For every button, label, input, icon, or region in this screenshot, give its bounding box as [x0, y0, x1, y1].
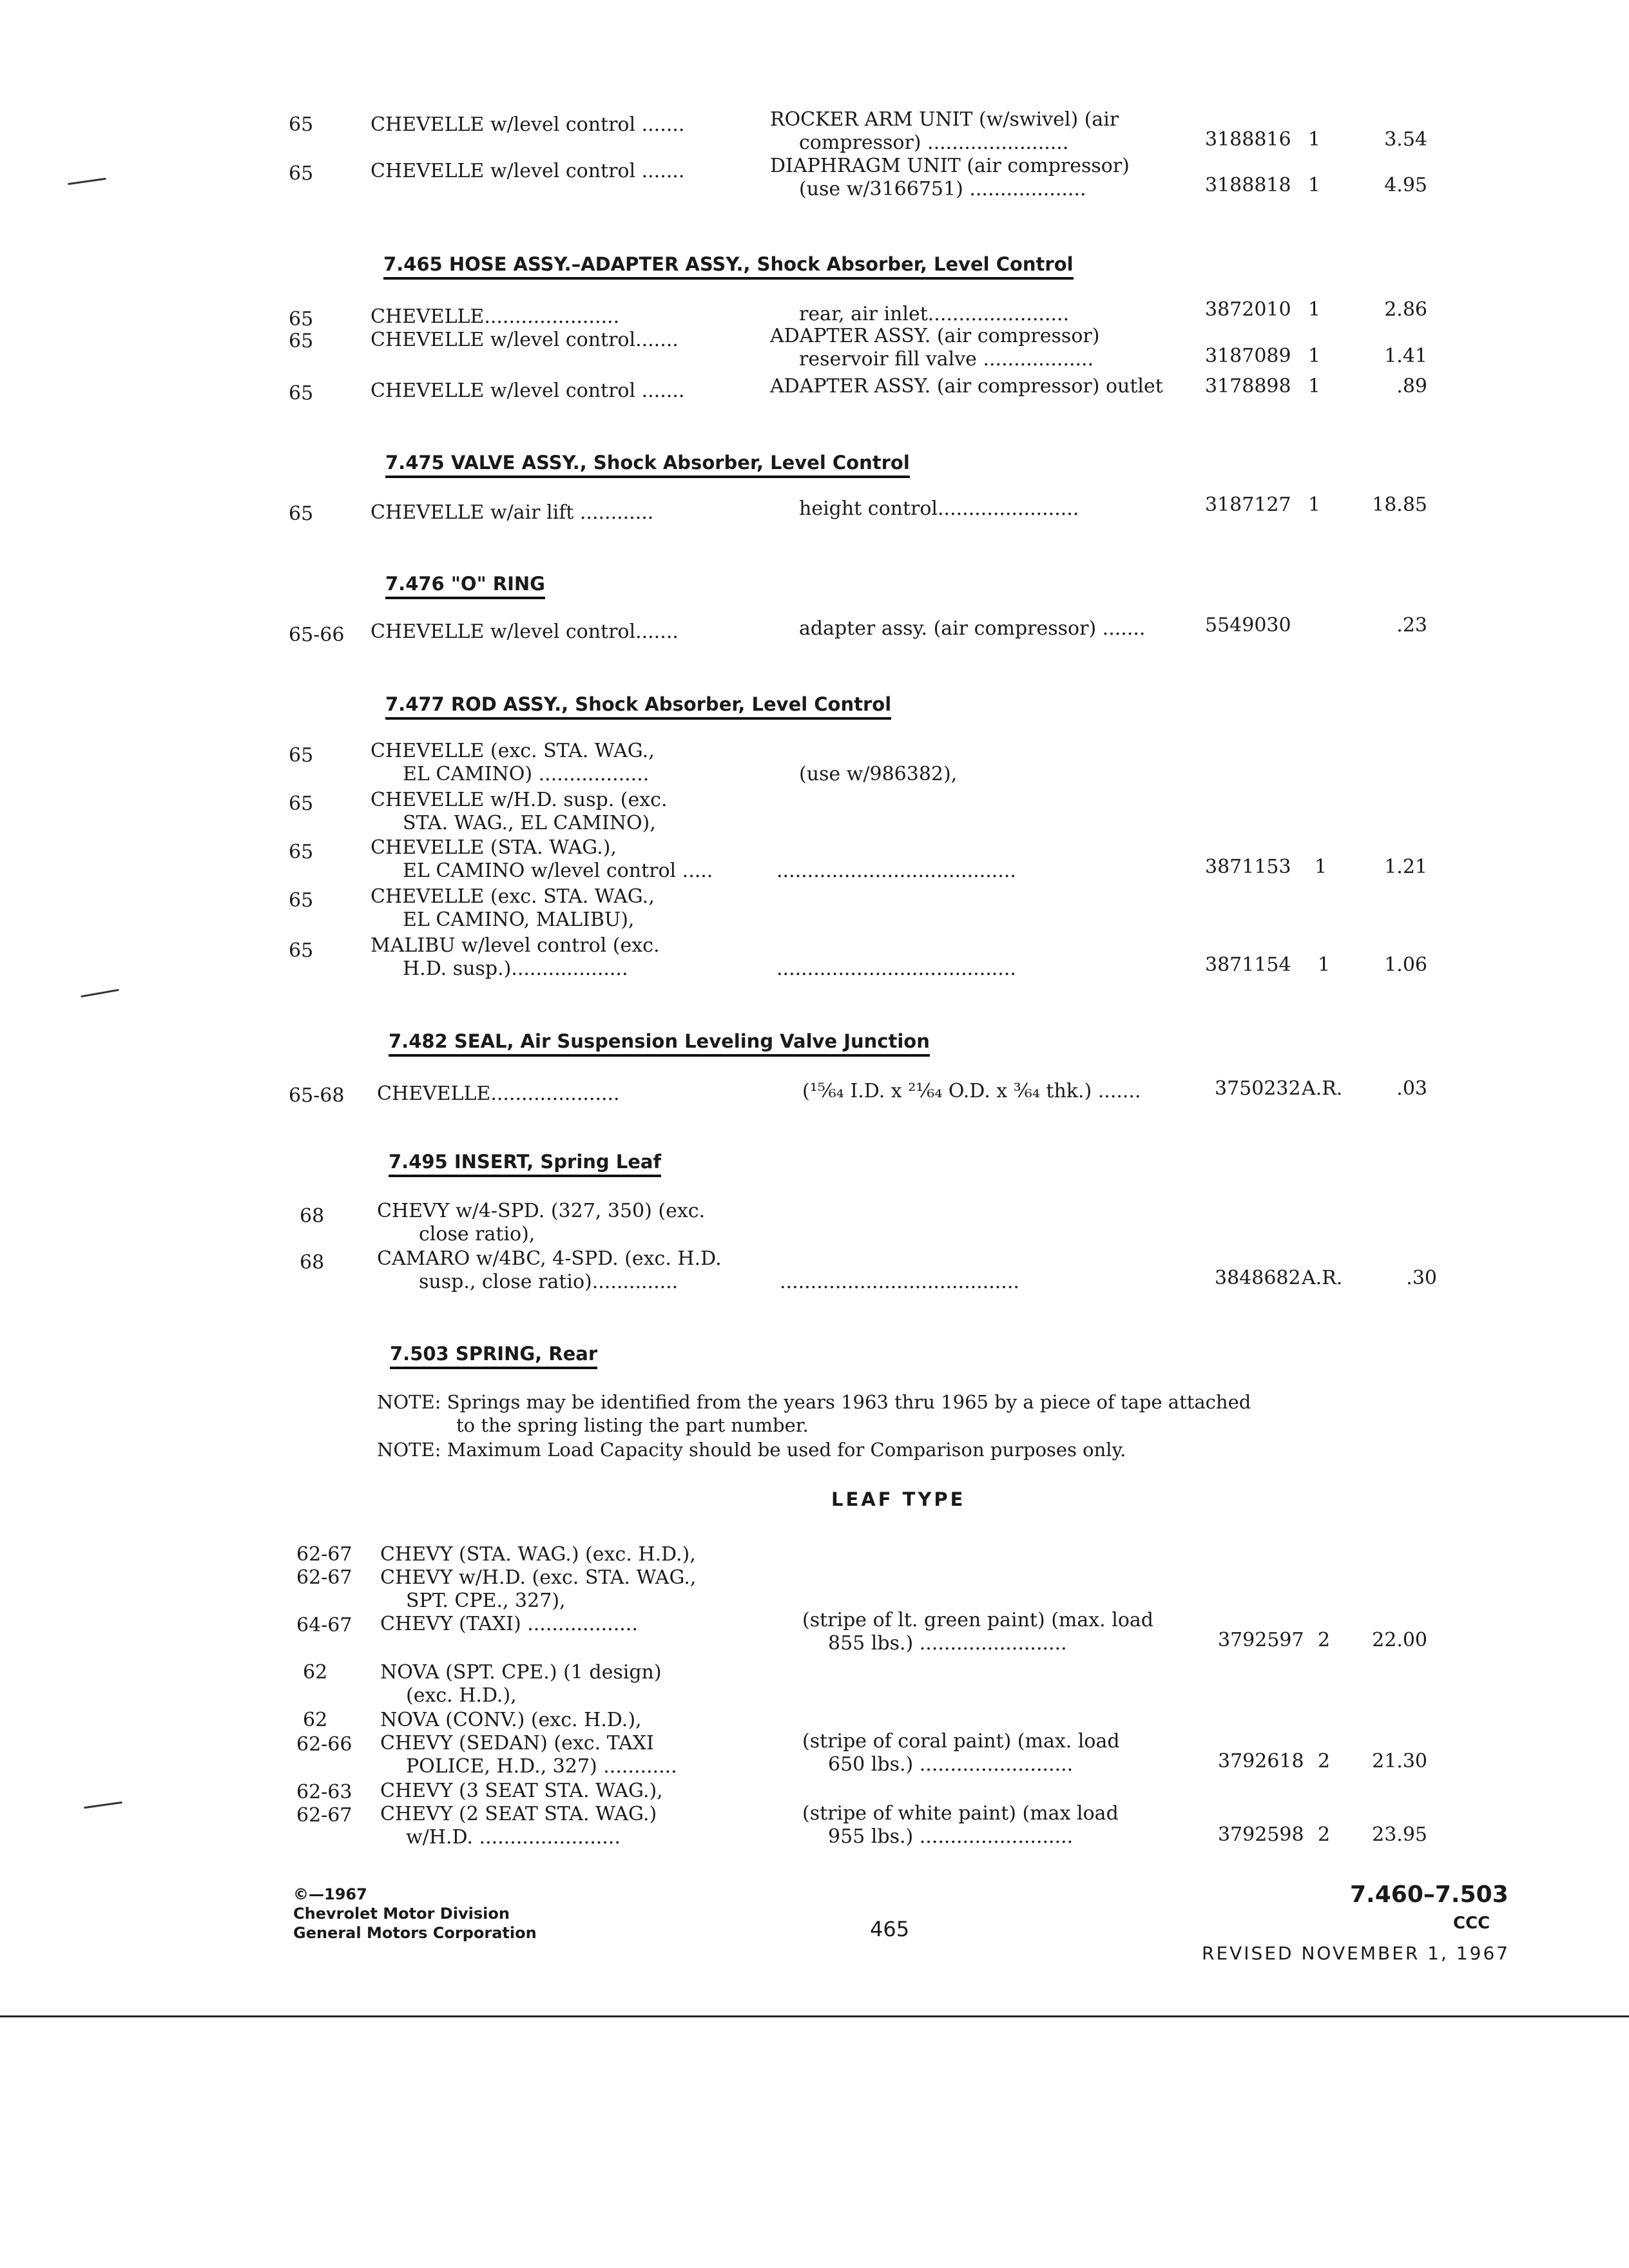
application-cell: CHEVELLE w/level control.......	[371, 620, 679, 643]
part-number-cell: 3187127	[1205, 494, 1291, 516]
description-cell: height control.......................	[799, 497, 1079, 520]
part-number-cell: 3188816	[1205, 128, 1291, 151]
application-cell: CHEVELLE w/H.D. susp. (exc.	[371, 789, 668, 811]
margin-mark	[68, 178, 106, 185]
section-heading-7-477: 7.477 ROD ASSY., Shock Absorber, Level Control	[385, 693, 891, 720]
part-number-cell: 3871154	[1205, 954, 1291, 976]
description-leader: .......................................	[776, 957, 1016, 980]
part-number-cell: 3792598	[1218, 1823, 1304, 1846]
year-cell: 65	[289, 308, 314, 331]
application-cell: CHEVELLE w/level control .......	[371, 380, 685, 402]
application-cell: MALIBU w/level control (exc.	[371, 934, 660, 957]
year-cell: 62	[303, 1709, 328, 1731]
price-cell: .30	[1406, 1267, 1437, 1289]
price-cell: 21.30	[1372, 1750, 1427, 1773]
revision-date: REVISED NOVEMBER 1, 1967	[1202, 1943, 1510, 1964]
year-cell: 65-68	[289, 1084, 345, 1107]
quantity-cell: 1	[1318, 954, 1331, 976]
quantity-cell: 1	[1308, 298, 1321, 321]
part-number-cell: 5549030	[1205, 614, 1291, 637]
quantity-cell: 2	[1318, 1750, 1331, 1773]
application-cell: SPT. CPE., 327),	[406, 1590, 566, 1612]
application-cell: CHEVELLE w/level control .......	[371, 113, 685, 136]
price-cell: 1.41	[1384, 345, 1427, 367]
year-cell: 62-63	[296, 1781, 352, 1803]
year-cell: 65	[289, 841, 314, 863]
application-cell: CHEVY (SEDAN) (exc. TAXI	[380, 1732, 654, 1754]
description-cell: (¹⁵⁄₆₄ I.D. x ²¹⁄₆₄ O.D. x ³⁄₆₄ thk.) .......	[802, 1080, 1141, 1102]
application-cell: STA. WAG., EL CAMINO),	[403, 812, 656, 834]
year-cell: 65	[289, 939, 314, 962]
description-cell: ADAPTER ASSY. (air compressor)	[770, 325, 1100, 347]
part-number-cell: 3188818	[1205, 174, 1291, 197]
part-number-cell: 3848682	[1215, 1267, 1301, 1289]
margin-mark	[84, 1802, 122, 1809]
year-cell: 65	[289, 744, 314, 767]
part-number-cell: 3871153	[1205, 856, 1291, 878]
quantity-cell: 1	[1308, 345, 1321, 367]
description-cell: ROCKER ARM UNIT (w/swivel) (air	[770, 108, 1119, 131]
division-text: Chevrolet Motor Division	[293, 1905, 510, 1923]
year-cell: 62-67	[296, 1543, 352, 1566]
description-cell: (stripe of white paint) (max load	[802, 1802, 1119, 1825]
application-cell: CHEVELLE (exc. STA. WAG.,	[371, 740, 655, 762]
section-heading-7-476: 7.476 "O" RING	[385, 572, 545, 599]
application-cell: POLICE, H.D., 327) ............	[406, 1755, 677, 1778]
price-cell: .03	[1396, 1077, 1427, 1100]
description-cell: compressor) .......................	[799, 131, 1069, 154]
year-cell: 65	[289, 162, 314, 185]
section-heading-7-503: 7.503 SPRING, Rear	[390, 1342, 597, 1369]
description-cell: ADAPTER ASSY. (air compressor) outlet	[770, 375, 1163, 398]
application-cell: w/H.D. .......................	[406, 1826, 621, 1849]
description-cell: (stripe of lt. green paint) (max. load	[802, 1609, 1153, 1631]
application-cell: (exc. H.D.),	[406, 1684, 517, 1707]
description-cell: DIAPHRAGM UNIT (air compressor)	[770, 155, 1130, 177]
note-line: to the spring listing the part number.	[456, 1414, 809, 1436]
application-cell: CHEVELLE w/air lift ............	[371, 501, 654, 524]
year-cell: 65	[289, 503, 314, 525]
publisher-block	[293, 1885, 537, 1943]
application-cell: CHEVELLE.....................	[377, 1082, 620, 1105]
price-cell: 1.06	[1384, 954, 1427, 976]
note-line: NOTE: Springs may be identified from the years 1963 thru 1965 by a piece of tape attached	[377, 1391, 1251, 1413]
application-cell: NOVA (CONV.) (exc. H.D.),	[380, 1709, 642, 1731]
application-cell: CHEVELLE w/level control.......	[371, 329, 679, 351]
year-cell: 62-67	[296, 1566, 352, 1589]
application-cell: NOVA (SPT. CPE.) (1 design)	[380, 1661, 662, 1684]
part-number-cell: 3872010	[1205, 298, 1291, 321]
description-cell: (stripe of coral paint) (max. load	[802, 1730, 1120, 1753]
section-heading-7-482: 7.482 SEAL, Air Suspension Leveling Valve Junction	[389, 1030, 930, 1057]
price-cell: 4.95	[1384, 174, 1427, 197]
year-cell: 64-67	[296, 1614, 352, 1637]
description-leader: .......................................	[776, 860, 1016, 882]
price-cell: 3.54	[1384, 128, 1427, 151]
year-cell: 65	[289, 793, 314, 815]
description-cell: (use w/986382),	[799, 763, 958, 785]
corporation-text: General Motors Corporation	[293, 1924, 537, 1942]
quantity-cell: 2	[1318, 1823, 1331, 1846]
quantity-cell: 2	[1318, 1629, 1331, 1651]
part-number-cell: 3750232	[1215, 1077, 1301, 1100]
price-cell: 23.95	[1372, 1823, 1427, 1846]
part-number-cell: 3792618	[1218, 1750, 1304, 1773]
copyright-text: ©—1967	[293, 1885, 367, 1903]
description-cell: rear, air inlet.......................	[799, 303, 1070, 325]
note-line: NOTE: Maximum Load Capacity should be used for Comparison purposes only.	[377, 1439, 1126, 1461]
application-cell: CHEVY w/4-SPD. (327, 350) (exc.	[377, 1200, 706, 1222]
price-cell: .23	[1396, 614, 1427, 637]
application-cell: CHEVY (TAXI) ..................	[380, 1613, 638, 1635]
application-cell: EL CAMINO) ..................	[403, 763, 650, 785]
bottom-rule	[0, 2015, 1629, 2017]
application-cell: close ratio),	[419, 1223, 535, 1245]
year-cell: 65	[289, 889, 314, 912]
price-cell: 22.00	[1372, 1629, 1427, 1651]
quantity-cell: 1	[1308, 375, 1321, 398]
application-cell: EL CAMINO, MALIBU),	[403, 908, 635, 931]
year-cell: 65	[289, 382, 314, 405]
year-cell: 62-66	[296, 1733, 352, 1756]
catalog-code: CCC	[1453, 1914, 1490, 1933]
description-cell: reservoir fill valve ..................	[799, 348, 1094, 370]
description-cell: 855 lbs.) ........................	[828, 1632, 1067, 1655]
description-leader: .......................................	[780, 1271, 1019, 1293]
part-number-cell: 3187089	[1205, 345, 1291, 367]
year-cell: 65	[289, 113, 314, 136]
section-heading-7-465: 7.465 HOSE ASSY.–ADAPTER ASSY., Shock Absorber, Level Control	[383, 253, 1074, 280]
year-cell: 65-66	[289, 624, 345, 646]
price-cell: 1.21	[1384, 856, 1427, 878]
description-cell: (use w/3166751) ...................	[799, 178, 1086, 200]
page-number: 465	[870, 1917, 910, 1941]
quantity-cell: 1	[1308, 494, 1321, 516]
quantity-cell: A.R.	[1302, 1267, 1343, 1289]
year-cell: 62	[303, 1661, 328, 1684]
application-cell: CHEVY w/H.D. (exc. STA. WAG.,	[380, 1566, 697, 1589]
price-cell: .89	[1396, 375, 1427, 398]
price-cell: 18.85	[1372, 494, 1427, 516]
application-cell: CHEVY (2 SEAT STA. WAG.)	[380, 1803, 657, 1825]
section-heading-7-475: 7.475 VALVE ASSY., Shock Absorber, Level Control	[385, 451, 910, 478]
application-cell: EL CAMINO w/level control .....	[403, 860, 713, 882]
application-cell: CHEVELLE......................	[371, 305, 620, 328]
section-heading-7-495: 7.495 INSERT, Spring Leaf	[389, 1150, 661, 1177]
quantity-cell: 1	[1308, 174, 1321, 197]
leaf-type-subheading: LEAF TYPE	[831, 1488, 966, 1510]
application-cell: CHEVY (3 SEAT STA. WAG.),	[380, 1780, 663, 1802]
year-cell: 68	[300, 1251, 325, 1274]
group-range: 7.460–7.503	[1350, 1881, 1509, 1908]
year-cell: 62-67	[296, 1804, 352, 1827]
quantity-cell: 1	[1315, 856, 1327, 878]
part-number-cell: 3178898	[1205, 375, 1291, 398]
application-cell: susp., close ratio)..............	[419, 1271, 679, 1293]
application-cell: CAMARO w/4BC, 4-SPD. (exc. H.D.	[377, 1247, 722, 1270]
year-cell: 65	[289, 330, 314, 352]
year-cell: 68	[300, 1205, 325, 1227]
price-cell: 2.86	[1384, 298, 1427, 321]
application-cell: H.D. susp.)...................	[403, 957, 628, 980]
description-cell: 650 lbs.) .........................	[828, 1753, 1074, 1776]
application-cell: CHEVELLE (STA. WAG.),	[371, 836, 617, 859]
margin-mark	[81, 989, 119, 997]
application-cell: CHEVELLE (exc. STA. WAG.,	[371, 885, 655, 908]
description-cell: adapter assy. (air compressor) .......	[799, 617, 1146, 640]
quantity-cell: A.R.	[1302, 1077, 1343, 1100]
part-number-cell: 3792597	[1218, 1629, 1304, 1651]
application-cell: CHEVELLE w/level control .......	[371, 160, 685, 182]
application-cell: CHEVY (STA. WAG.) (exc. H.D.),	[380, 1543, 696, 1566]
description-cell: 955 lbs.) .........................	[828, 1825, 1074, 1848]
quantity-cell: 1	[1308, 128, 1321, 151]
